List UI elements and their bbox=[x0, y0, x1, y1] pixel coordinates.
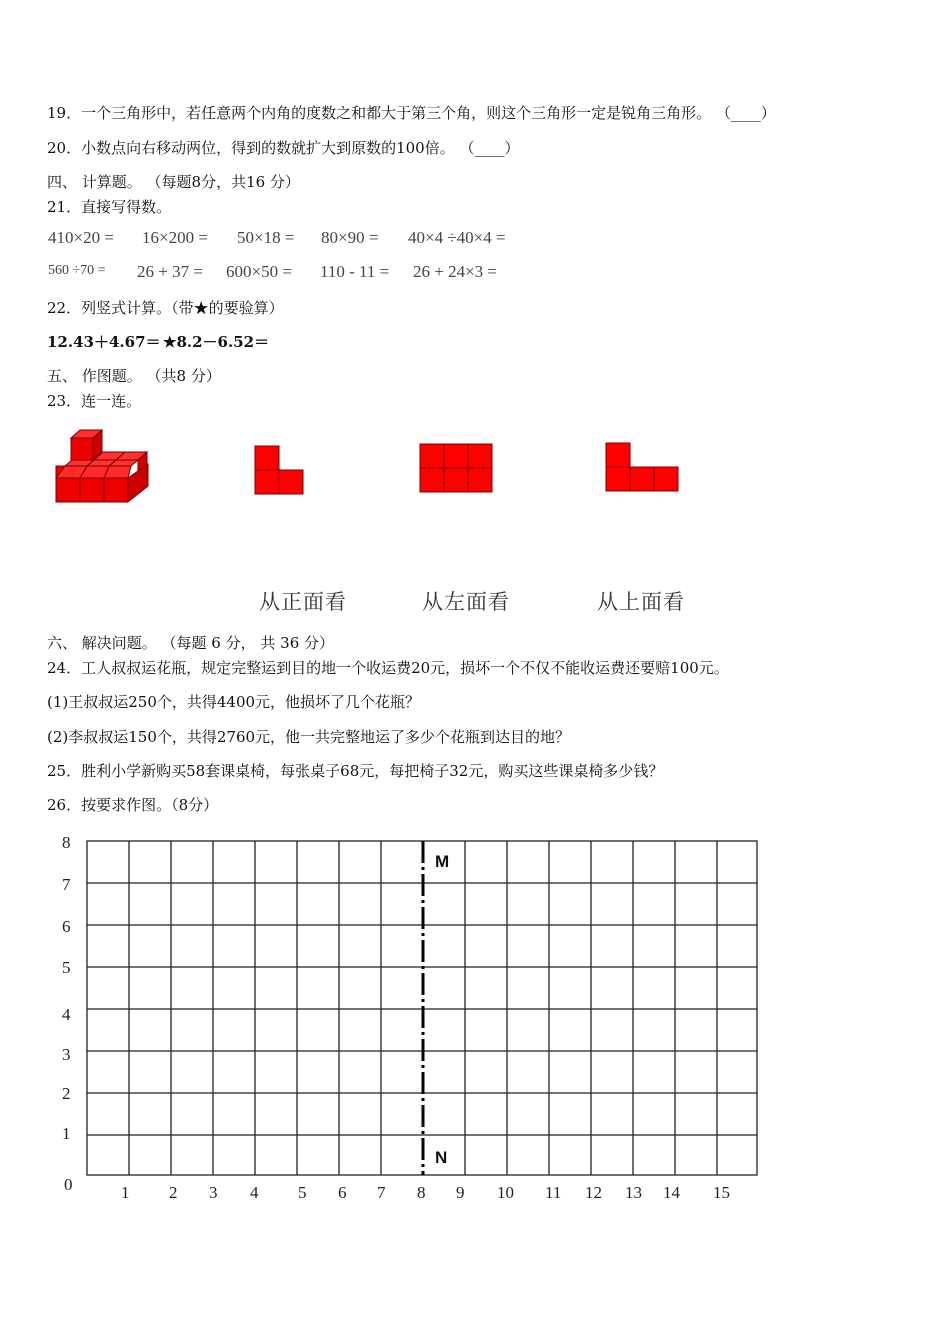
section-4-heading: 四、 计算题。 （每题8分，共16 分） bbox=[47, 173, 300, 191]
y-tick-label: 8 bbox=[62, 833, 71, 852]
y-tick-label: 5 bbox=[62, 958, 71, 977]
calc-item: 410×20 = bbox=[48, 228, 114, 247]
y-tick-label: 0 bbox=[64, 1175, 73, 1194]
y-tick-label: 1 bbox=[62, 1124, 71, 1143]
view-shape-rect bbox=[419, 443, 495, 495]
x-tick-label: 10 bbox=[497, 1183, 514, 1202]
y-tick-label: 6 bbox=[62, 917, 71, 936]
x-tick-label: 2 bbox=[169, 1183, 178, 1202]
x-tick-label: 9 bbox=[456, 1183, 465, 1202]
axis-label-n: N bbox=[435, 1148, 448, 1167]
y-tick-label: 4 bbox=[62, 1005, 71, 1024]
x-tick-label: 13 bbox=[625, 1183, 642, 1202]
x-tick-label: 5 bbox=[298, 1183, 307, 1202]
calc-item: 40×4 ÷40×4 = bbox=[408, 228, 506, 247]
vertical-calc-item: ★8.2－6.52＝ bbox=[163, 333, 270, 351]
view-label-top: 从上面看 bbox=[597, 590, 685, 614]
x-tick-label: 8 bbox=[417, 1183, 426, 1202]
question-23: 23．连一连。 bbox=[47, 392, 142, 410]
section-6-heading: 六、 解决问题。 （每题 6 分， 共 36 分） bbox=[47, 634, 335, 652]
question-21: 21．直接写得数。 bbox=[47, 198, 172, 216]
view-shape-l bbox=[254, 445, 306, 497]
x-tick-label: 15 bbox=[713, 1183, 730, 1202]
y-tick-label: 3 bbox=[62, 1045, 71, 1064]
question-24: 24．工人叔叔运花瓶，规定完整运到目的地一个收运费20元，损坏一个不仅不能收运费还要赔100元。 bbox=[47, 659, 729, 677]
calc-item: 600×50 = bbox=[226, 262, 292, 281]
question-24-part-2: (2)李叔叔运150个，共得2760元，他一共完整地运了多少个花瓶到达目的地？ bbox=[47, 728, 571, 746]
section-5-heading: 五、 作图题。 （共8 分） bbox=[47, 367, 221, 385]
axis-label-m: M bbox=[435, 852, 450, 871]
question-25: 25．胜利小学新购买58套课桌椅，每张桌子68元，每把椅子32元，购买这些课桌椅多少钱？ bbox=[47, 762, 664, 780]
view-shape-long-l bbox=[605, 442, 681, 494]
coordinate-grid bbox=[86, 840, 760, 1178]
question-22: 22．列竖式计算。（带★的要验算） bbox=[47, 299, 284, 317]
question-19: 19．一个三角形中，若任意两个内角的度数之和都大于第三个角，则这个三角形一定是锐角三角形。 （____） bbox=[47, 104, 776, 122]
x-tick-label: 11 bbox=[545, 1183, 562, 1202]
x-tick-label: 14 bbox=[663, 1183, 680, 1202]
calc-item: 110 - 11 = bbox=[320, 262, 390, 281]
calc-item: 560 ÷70 = bbox=[48, 263, 106, 278]
view-label-left: 从左面看 bbox=[422, 590, 510, 614]
x-tick-label: 7 bbox=[377, 1183, 386, 1202]
x-tick-label: 3 bbox=[209, 1183, 218, 1202]
x-tick-label: 1 bbox=[121, 1183, 130, 1202]
x-tick-label: 12 bbox=[585, 1183, 602, 1202]
calc-item: 26 + 24×3 = bbox=[413, 262, 498, 281]
cube-solid-figure bbox=[50, 428, 152, 506]
question-20: 20．小数点向右移动两位，得到的数就扩大到原数的100倍。 （____） bbox=[47, 139, 520, 157]
calc-item: 50×18 = bbox=[237, 228, 295, 247]
question-26: 26．按要求作图。（8分） bbox=[47, 796, 219, 814]
y-tick-label: 2 bbox=[62, 1084, 71, 1103]
vertical-calc-item: 12.43＋4.67＝ bbox=[47, 333, 161, 351]
calc-item: 26 + 37 = bbox=[137, 262, 203, 281]
calc-item: 16×200 = bbox=[142, 228, 208, 247]
view-label-front: 从正面看 bbox=[259, 590, 347, 614]
y-tick-label: 7 bbox=[62, 875, 71, 894]
x-tick-label: 6 bbox=[338, 1183, 347, 1202]
x-tick-label: 4 bbox=[250, 1183, 259, 1202]
calc-item: 80×90 = bbox=[321, 228, 379, 247]
question-24-part-1: (1)王叔叔运250个，共得4400元，他损坏了几个花瓶？ bbox=[47, 693, 421, 711]
